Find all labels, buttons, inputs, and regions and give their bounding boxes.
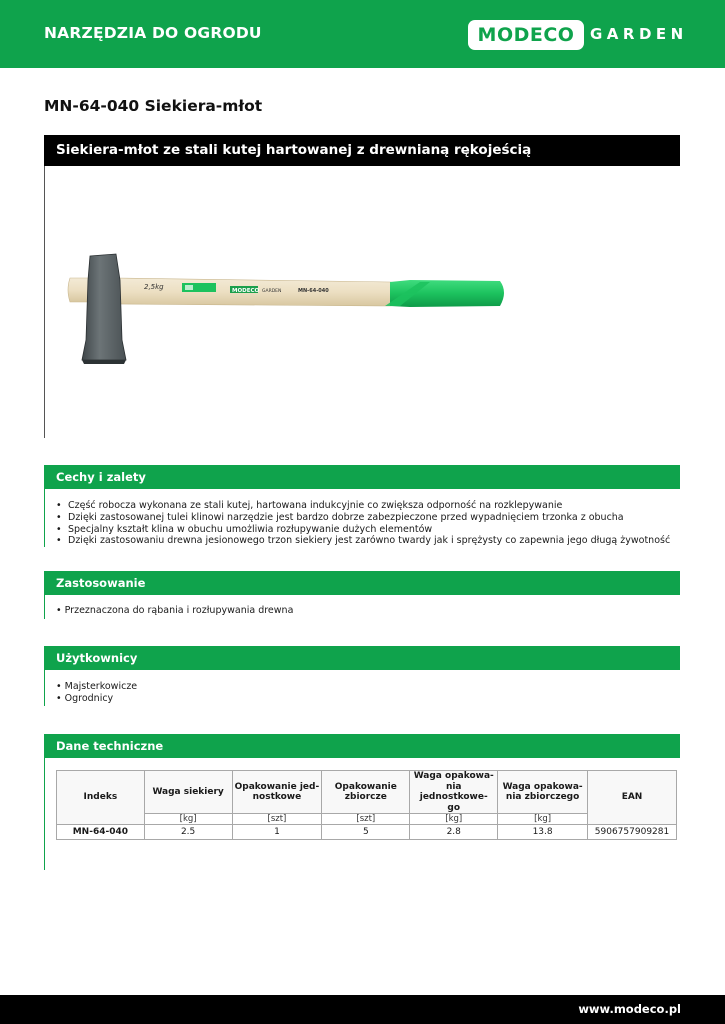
tech-section-bar — [44, 734, 680, 758]
product-image — [60, 240, 530, 380]
image-garden-label: GARDEN — [262, 289, 282, 294]
users-side-line — [44, 670, 45, 706]
users-section-bar — [44, 646, 680, 670]
list-item: • Przeznaczona do rąbania i rozłupywania drewna — [56, 605, 293, 617]
usage-title: Zastosowanie — [56, 576, 146, 590]
tech-side-line — [44, 758, 45, 870]
header-bar — [0, 0, 725, 68]
table-cell: 5 — [322, 825, 410, 840]
image-brand-label: MODECO — [232, 288, 260, 294]
table-cell: 2.8 — [410, 825, 498, 840]
logo-sub-text: GARDEN — [590, 25, 688, 43]
product-subtitle: Siekiera-młot ze stali kutej hartowanej z drewnianą rękojeścią — [56, 142, 532, 158]
product-subtitle-bar — [44, 135, 680, 166]
footer-url[interactable]: www.modeco.pl — [578, 1002, 681, 1016]
table-cell: 5906757909281 — [588, 825, 677, 840]
footer-bar — [0, 995, 725, 1024]
table-header: Opakowanie zbiorcze — [322, 771, 410, 814]
list-item: • Specjalny kształt klina w obuchu umożliwia rozłupywanie dużych elementów — [56, 524, 670, 536]
table-cell: 1 — [232, 825, 322, 840]
list-item: • Część robocza wykonana ze stali kutej, hartowana indukcyjnie co zwiększa odporność na rozklepywanie — [56, 500, 670, 512]
tech-table — [56, 770, 677, 840]
unit-cell: [kg] — [410, 814, 498, 825]
features-section-bar — [44, 465, 680, 489]
features-side-line — [44, 489, 45, 547]
brand-logo — [468, 20, 584, 50]
table-header: Waga opakowa- nia zbiorczego — [498, 771, 588, 814]
usage-list — [56, 605, 293, 617]
logo-main-text: MODECO — [477, 24, 575, 46]
list-item: • Majsterkowicze — [56, 681, 137, 693]
tech-title: Dane techniczne — [56, 739, 164, 753]
image-code-label: MN-64-040 — [298, 288, 329, 294]
table-row — [57, 825, 677, 840]
unit-cell: [szt] — [232, 814, 322, 825]
list-item: • Ogrodnicy — [56, 693, 137, 705]
table-cell: 13.8 — [498, 825, 588, 840]
table-cell: MN-64-040 — [57, 825, 145, 840]
list-item: • Dzięki zastosowanej tulei klinowi narzędzie jest bardzo dobrze zabezpieczone przed wypadnięciem trzonka z obucha — [56, 512, 670, 524]
unit-cell: [kg] — [498, 814, 588, 825]
users-list — [56, 681, 137, 705]
table-cell: 2.5 — [144, 825, 232, 840]
features-list — [56, 500, 670, 547]
table-header: Waga siekiery — [144, 771, 232, 814]
usage-section-bar — [44, 571, 680, 595]
unit-cell: [kg] — [144, 814, 232, 825]
table-header: Indeks — [57, 771, 145, 825]
usage-side-line — [44, 595, 45, 619]
image-weight-label: 2,5kg — [144, 283, 164, 291]
features-title: Cechy i zalety — [56, 470, 146, 484]
table-header: Opakowanie jed- nostkowe — [232, 771, 322, 814]
category-title: NARZĘDZIA DO OGRODU — [44, 24, 262, 42]
list-item: • Dzięki zastosowaniu drewna jesionowego trzon siekiery jest zarówno twardy jak i sprężysty co zapewnia jego długą żywotność — [56, 535, 670, 547]
table-header: Waga opakowa- nia jednostkowe- go — [410, 771, 498, 814]
divider-line — [44, 166, 45, 438]
users-title: Użytkownicy — [56, 651, 138, 665]
unit-cell: [szt] — [322, 814, 410, 825]
table-header: EAN — [588, 771, 677, 825]
product-title: MN-64-040 Siekiera-młot — [44, 97, 263, 115]
